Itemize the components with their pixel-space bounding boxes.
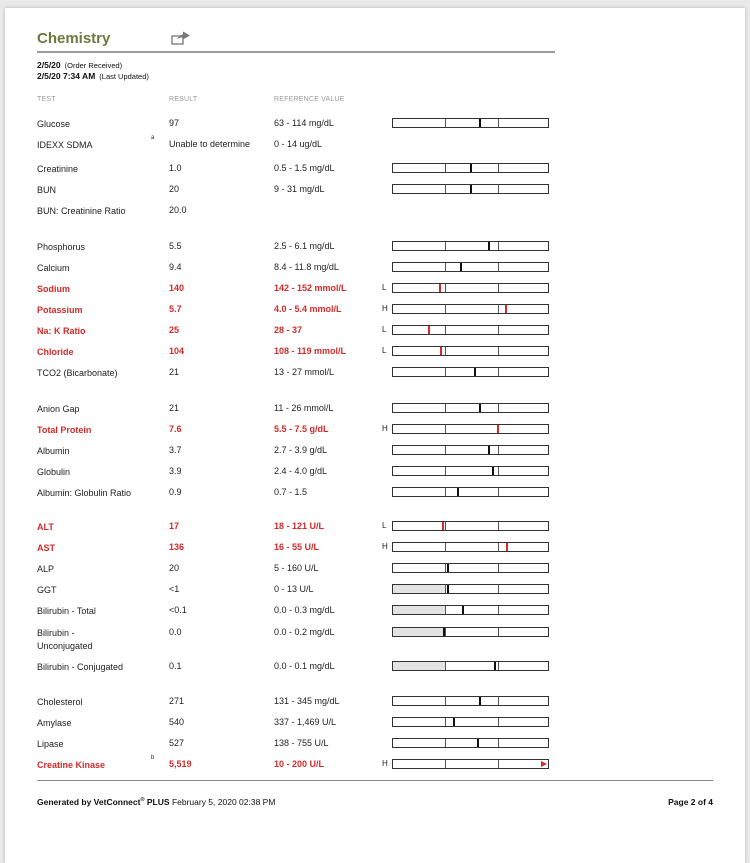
test-result: 136 (169, 542, 185, 552)
abnormal-flag: L (382, 346, 387, 355)
range-indicator-bar (392, 304, 549, 314)
test-result: <1 (169, 584, 180, 594)
reference-range: 28 - 37 (274, 325, 303, 335)
out-of-range-arrow-icon (541, 761, 547, 767)
abnormal-flag: H (382, 424, 388, 433)
low-zone (393, 284, 445, 292)
test-name: Lipase (37, 739, 64, 749)
footer-product: PLUS (146, 797, 170, 807)
test-result: 1.0 (169, 163, 182, 173)
last-updated (37, 71, 149, 81)
test-name: TCO2 (Bicarbonate) (37, 368, 118, 378)
test-result: 5,519 (169, 759, 192, 769)
test-name: GGT (37, 585, 57, 595)
order-date: 2/5/20 (37, 60, 61, 70)
test-result: 3.9 (169, 466, 182, 476)
range-divider (445, 425, 446, 433)
range-indicator-bar (392, 163, 549, 173)
low-zone (393, 522, 445, 530)
range-divider (498, 326, 499, 334)
reference-range: 0.7 - 1.5 (274, 487, 308, 497)
range-indicator-bar (392, 759, 549, 769)
range-indicator-bar (392, 605, 549, 615)
reference-range: 4.0 - 5.4 mmol/L (274, 304, 342, 314)
test-name: Bilirubin - Conjugated (37, 662, 124, 672)
reference-range: 131 - 345 mg/dL (274, 696, 340, 706)
low-zone (393, 488, 445, 496)
range-divider (445, 564, 446, 572)
low-zone (393, 404, 445, 412)
test-name: ALT (37, 522, 54, 532)
test-name: Phosphorus (37, 242, 86, 252)
test-result: 97 (169, 118, 180, 128)
result-marker (457, 488, 459, 496)
range-indicator-bar (392, 262, 549, 272)
range-divider (498, 543, 499, 551)
result-marker (488, 242, 490, 250)
range-divider (498, 119, 499, 127)
footer-registered: ® (140, 797, 145, 804)
range-divider (498, 305, 499, 313)
abnormal-flag: H (382, 304, 388, 313)
low-zone (393, 606, 445, 614)
range-indicator-bar (392, 627, 549, 637)
test-result: 271 (169, 696, 185, 706)
low-zone (393, 326, 445, 334)
range-divider (498, 697, 499, 705)
range-indicator-bar (392, 241, 549, 251)
test-name: Bilirubin - Unconjugated (37, 628, 93, 651)
range-indicator-bar (392, 283, 549, 293)
test-result: 5.5 (169, 241, 182, 251)
range-divider (445, 404, 446, 412)
title-divider (37, 51, 555, 53)
test-result: 20.0 (169, 205, 187, 215)
range-divider (498, 242, 499, 250)
range-divider (498, 467, 499, 475)
range-divider (445, 697, 446, 705)
test-name: Globulin (37, 467, 71, 477)
test-name: Potassium (37, 305, 83, 315)
range-indicator-bar (392, 696, 549, 706)
result-marker (447, 585, 449, 593)
reference-range: 138 - 755 U/L (274, 738, 329, 748)
test-name: Sodium (37, 284, 70, 294)
range-divider (498, 522, 499, 530)
result-marker (440, 347, 442, 355)
reference-range: 2.7 - 3.9 g/dL (274, 445, 328, 455)
low-zone (393, 585, 445, 593)
test-result: 3.7 (169, 445, 182, 455)
test-result: 17 (169, 521, 180, 531)
range-divider (445, 585, 446, 593)
result-marker (492, 467, 494, 475)
test-result: 9.4 (169, 262, 182, 272)
result-marker (460, 263, 462, 271)
result-marker (477, 739, 479, 747)
range-divider (498, 606, 499, 614)
reference-range: 13 - 27 mmol/L (274, 367, 335, 377)
test-name: Total Protein (37, 425, 92, 435)
range-divider (445, 522, 446, 530)
result-marker (497, 425, 499, 433)
result-marker (442, 522, 444, 530)
range-divider (445, 242, 446, 250)
range-divider (498, 185, 499, 193)
range-divider (445, 606, 446, 614)
test-name: Albumin: Globulin Ratio (37, 488, 132, 498)
range-divider (498, 718, 499, 726)
result-marker (470, 164, 472, 172)
range-divider (445, 347, 446, 355)
range-divider (498, 368, 499, 376)
reference-range: 5 - 160 U/L (274, 563, 319, 573)
abnormal-flag: L (382, 521, 387, 530)
range-indicator-bar (392, 346, 549, 356)
test-name: Amylase (37, 718, 72, 728)
page-number: Page 2 of 4 (668, 797, 713, 807)
reference-range: 108 - 119 mmol/L (274, 346, 347, 356)
range-divider (445, 305, 446, 313)
abnormal-flag: L (382, 325, 387, 334)
test-result: 0.0 (169, 627, 182, 637)
range-indicator-bar (392, 717, 549, 727)
test-result: 0.1 (169, 661, 182, 671)
range-divider (445, 284, 446, 292)
range-divider (498, 347, 499, 355)
result-marker (479, 119, 481, 127)
low-zone (393, 564, 445, 572)
low-zone (393, 628, 445, 636)
test-result: 25 (169, 325, 180, 335)
result-marker (439, 284, 441, 292)
test-name: Albumin (37, 446, 70, 456)
range-divider (498, 760, 499, 768)
result-marker (447, 564, 449, 572)
result-marker (470, 185, 472, 193)
abnormal-flag: L (382, 283, 387, 292)
reference-range: 2.4 - 4.0 g/dL (274, 466, 328, 476)
range-divider (445, 718, 446, 726)
test-name: Bilirubin - Total (37, 606, 96, 616)
low-zone (393, 718, 445, 726)
test-name: Creatinine (37, 164, 79, 174)
range-indicator-bar (392, 118, 549, 128)
reference-range: 0 - 14 ug/dL (274, 139, 323, 149)
low-zone (393, 263, 445, 271)
range-divider (498, 739, 499, 747)
test-result: Unable to determine (169, 139, 251, 149)
range-divider (445, 326, 446, 334)
test-name: Cholesterol (37, 697, 83, 707)
range-divider (498, 263, 499, 271)
column-header-reference: REFERENCE VALUE (274, 96, 345, 103)
footer-divider (37, 780, 713, 781)
range-indicator-bar (392, 563, 549, 573)
range-divider (445, 543, 446, 551)
footnote-marker: b (151, 755, 155, 761)
test-name: Anion Gap (37, 404, 80, 414)
range-divider (498, 404, 499, 412)
range-indicator-bar (392, 403, 549, 413)
range-indicator-bar (392, 584, 549, 594)
low-zone (393, 347, 445, 355)
range-indicator-bar (392, 367, 549, 377)
range-divider (445, 446, 446, 454)
range-divider (445, 488, 446, 496)
result-marker (453, 718, 455, 726)
low-zone (393, 242, 445, 250)
reference-range: 142 - 152 mmol/L (274, 283, 347, 293)
range-divider (498, 564, 499, 572)
test-result: 7.6 (169, 424, 182, 434)
test-result: 527 (169, 738, 185, 748)
low-zone (393, 446, 445, 454)
footer-generated (37, 797, 275, 807)
order-note: (Order Received) (64, 61, 123, 70)
low-zone (393, 305, 445, 313)
reference-range: 8.4 - 11.8 mg/dL (274, 262, 339, 272)
test-name: IDEXX SDMA (37, 140, 93, 150)
test-name: Creatine Kinase (37, 760, 106, 770)
low-zone (393, 662, 445, 670)
result-marker (506, 543, 508, 551)
order-received (37, 60, 122, 70)
range-indicator-bar (392, 521, 549, 531)
updated-date: 2/5/20 7:34 AM (37, 71, 96, 81)
result-marker (505, 305, 507, 313)
range-divider (498, 164, 499, 172)
low-zone (393, 739, 445, 747)
range-divider (445, 263, 446, 271)
test-name: BUN: Creatinine Ratio (37, 206, 126, 216)
range-indicator-bar (392, 424, 549, 434)
test-result: 20 (169, 563, 180, 573)
footnote-marker: a (151, 135, 155, 141)
range-indicator-bar (392, 325, 549, 335)
reference-range: 0 - 13 U/L (274, 584, 314, 594)
test-result: 21 (169, 403, 180, 413)
footer-generated-by: Generated by VetConnect (37, 797, 141, 807)
low-zone (393, 164, 445, 172)
reference-range: 63 - 114 mg/dL (274, 118, 334, 128)
reference-range: 0.0 - 0.3 mg/dL (274, 605, 335, 615)
test-name: AST (37, 543, 55, 553)
test-result: 0.9 (169, 487, 182, 497)
abnormal-flag: H (382, 542, 388, 551)
range-divider (445, 119, 446, 127)
range-divider (498, 488, 499, 496)
reference-range: 10 - 200 U/L (274, 759, 325, 769)
range-indicator-bar (392, 661, 549, 671)
reference-range: 5.5 - 7.5 g/dL (274, 424, 329, 434)
result-marker (479, 404, 481, 412)
range-indicator-bar (392, 738, 549, 748)
range-divider (445, 739, 446, 747)
reference-range: 9 - 31 mg/dL (274, 184, 325, 194)
low-zone (393, 185, 445, 193)
range-indicator-bar (392, 466, 549, 476)
low-zone (393, 368, 445, 376)
range-divider (498, 585, 499, 593)
column-header-test: TEST (37, 96, 56, 103)
low-zone (393, 697, 445, 705)
test-name: Chloride (37, 347, 74, 357)
test-name: Glucose (37, 119, 71, 129)
test-name: ALP (37, 564, 55, 574)
low-zone (393, 467, 445, 475)
test-result: 140 (169, 283, 185, 293)
result-marker (474, 368, 476, 376)
low-zone (393, 119, 445, 127)
test-result: 5.7 (169, 304, 182, 314)
result-marker (443, 628, 445, 636)
range-divider (498, 628, 499, 636)
test-result: 104 (169, 346, 185, 356)
result-marker (428, 326, 430, 334)
range-divider (445, 760, 446, 768)
range-divider (445, 628, 446, 636)
test-result: 20 (169, 184, 180, 194)
result-marker (488, 446, 490, 454)
footer-date: February 5, 2020 02:38 PM (171, 797, 276, 807)
reference-range: 2.5 - 6.1 mg/dL (274, 241, 335, 251)
test-name: Calcium (37, 263, 70, 273)
low-zone (393, 425, 445, 433)
range-divider (445, 368, 446, 376)
reference-range: 337 - 1,469 U/L (274, 717, 337, 727)
test-name: BUN (37, 185, 57, 195)
reference-range: 11 - 26 mmol/L (274, 403, 334, 413)
section-title: Chemistry (37, 30, 111, 47)
range-indicator-bar (392, 184, 549, 194)
result-marker (479, 697, 481, 705)
range-divider (498, 284, 499, 292)
column-header-result: RESULT (169, 96, 198, 103)
export-share-icon[interactable] (171, 30, 191, 46)
report-page (5, 8, 745, 863)
test-name: Na: K Ratio (37, 326, 86, 336)
reference-range: 0.0 - 0.2 mg/dL (274, 627, 335, 637)
low-zone (393, 760, 445, 768)
test-result: 540 (169, 717, 185, 727)
reference-range: 16 - 55 U/L (274, 542, 320, 552)
reference-range: 0.5 - 1.5 mg/dL (274, 163, 335, 173)
range-divider (498, 446, 499, 454)
low-zone (393, 543, 445, 551)
updated-note: (Last Updated) (99, 72, 149, 81)
range-divider (498, 662, 499, 670)
range-divider (445, 662, 446, 670)
range-indicator-bar (392, 487, 549, 497)
range-divider (445, 467, 446, 475)
test-result: 21 (169, 367, 180, 377)
range-indicator-bar (392, 445, 549, 455)
reference-range: 18 - 121 U/L (274, 521, 325, 531)
range-divider (445, 185, 446, 193)
test-result: <0.1 (169, 605, 187, 615)
abnormal-flag: H (382, 759, 388, 768)
result-marker (462, 606, 464, 614)
reference-range: 0.0 - 0.1 mg/dL (274, 661, 335, 671)
range-indicator-bar (392, 542, 549, 552)
range-divider (445, 164, 446, 172)
result-marker (494, 662, 496, 670)
